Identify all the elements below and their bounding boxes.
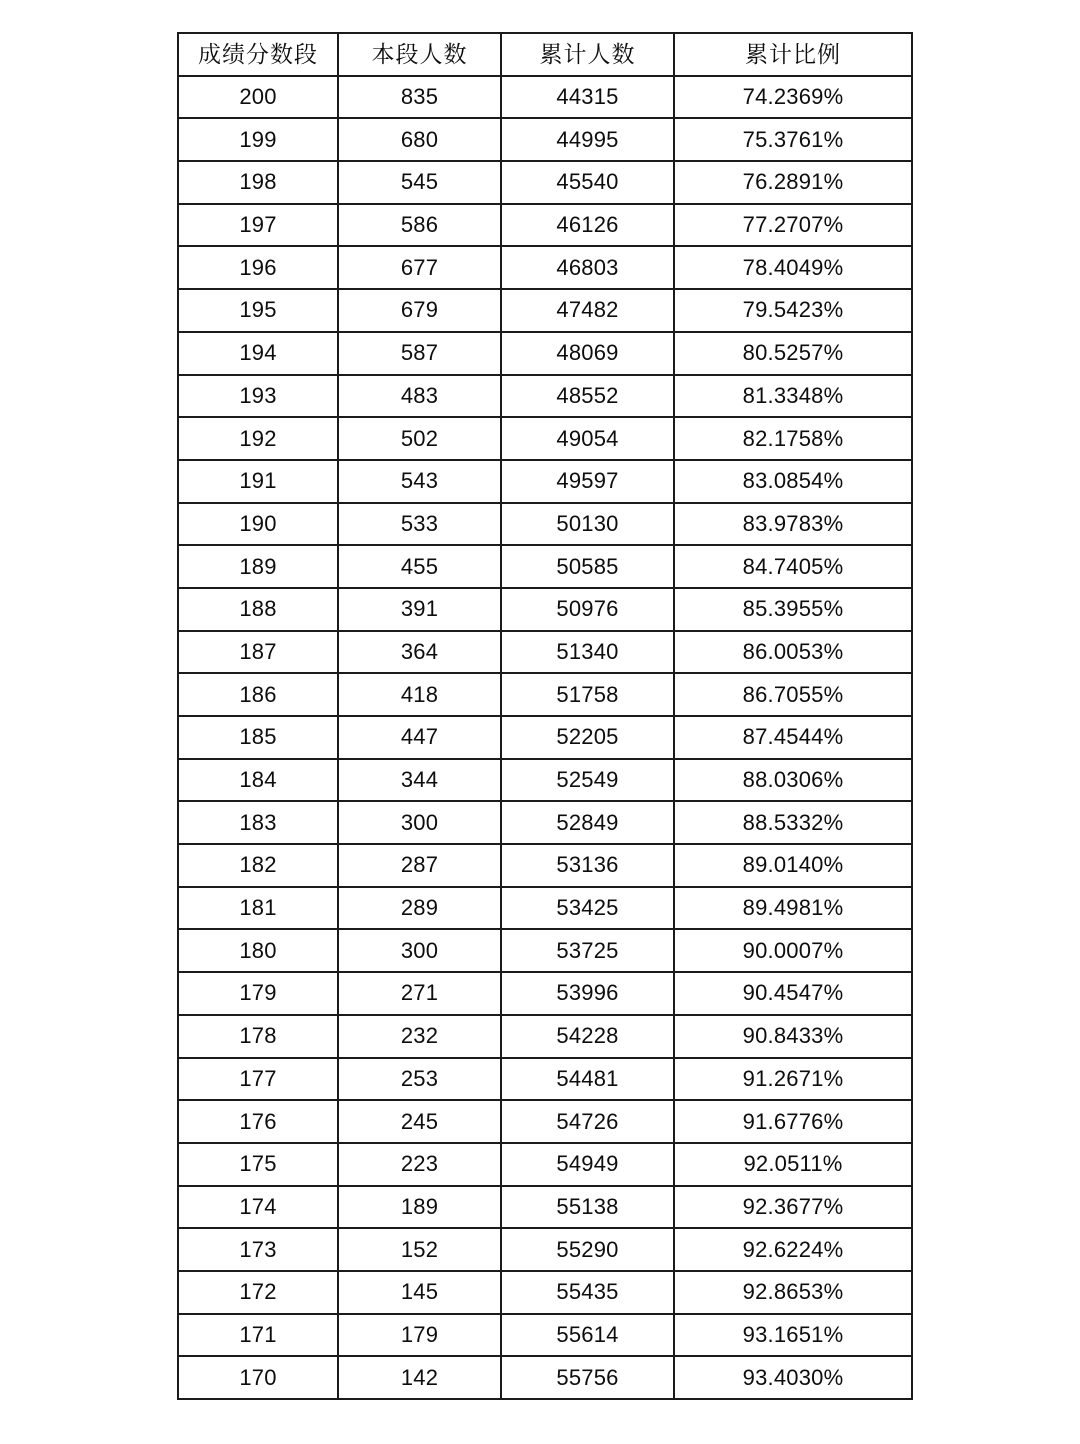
cell-cumulative: 47482 — [501, 289, 674, 332]
cell-count: 245 — [338, 1100, 501, 1143]
cell-count: 179 — [338, 1314, 501, 1357]
column-header-cumulative: 累计人数 — [501, 33, 674, 76]
cell-count: 289 — [338, 887, 501, 930]
cell-percent: 91.2671% — [674, 1058, 912, 1101]
table-row — [178, 673, 912, 716]
cell-score: 190 — [178, 503, 338, 546]
score-distribution-table — [177, 32, 913, 1400]
cell-count: 502 — [338, 417, 501, 460]
table-row — [178, 801, 912, 844]
cell-count: 835 — [338, 76, 501, 119]
cell-count: 545 — [338, 161, 501, 204]
table-row — [178, 161, 912, 204]
cell-count: 483 — [338, 375, 501, 418]
cell-percent: 79.5423% — [674, 289, 912, 332]
cell-percent: 88.0306% — [674, 759, 912, 802]
cell-cumulative: 48552 — [501, 375, 674, 418]
cell-cumulative: 53725 — [501, 929, 674, 972]
table-row — [178, 332, 912, 375]
cell-percent: 90.8433% — [674, 1015, 912, 1058]
cell-percent: 89.4981% — [674, 887, 912, 930]
cell-score: 200 — [178, 76, 338, 119]
cell-score: 192 — [178, 417, 338, 460]
cell-percent: 85.3955% — [674, 588, 912, 631]
cell-score: 189 — [178, 545, 338, 588]
cell-cumulative: 50976 — [501, 588, 674, 631]
cell-cumulative: 50585 — [501, 545, 674, 588]
cell-score: 181 — [178, 887, 338, 930]
cell-score: 188 — [178, 588, 338, 631]
cell-cumulative: 55290 — [501, 1228, 674, 1271]
cell-percent: 92.8653% — [674, 1271, 912, 1314]
cell-cumulative: 53136 — [501, 844, 674, 887]
cell-count: 189 — [338, 1186, 501, 1229]
cell-percent: 86.0053% — [674, 631, 912, 674]
cell-percent: 87.4544% — [674, 716, 912, 759]
table-row — [178, 1186, 912, 1229]
cell-percent: 89.0140% — [674, 844, 912, 887]
cell-count: 587 — [338, 332, 501, 375]
cell-score: 193 — [178, 375, 338, 418]
table-row — [178, 1356, 912, 1399]
table-row — [178, 588, 912, 631]
table-row — [178, 929, 912, 972]
cell-percent: 92.3677% — [674, 1186, 912, 1229]
cell-cumulative: 53425 — [501, 887, 674, 930]
cell-percent: 83.9783% — [674, 503, 912, 546]
cell-cumulative: 54949 — [501, 1143, 674, 1186]
cell-count: 455 — [338, 545, 501, 588]
cell-percent: 77.2707% — [674, 204, 912, 247]
cell-score: 187 — [178, 631, 338, 674]
cell-score: 176 — [178, 1100, 338, 1143]
cell-cumulative: 49597 — [501, 460, 674, 503]
cell-count: 447 — [338, 716, 501, 759]
table-row — [178, 289, 912, 332]
cell-score: 175 — [178, 1143, 338, 1186]
cell-count: 677 — [338, 246, 501, 289]
cell-percent: 80.5257% — [674, 332, 912, 375]
cell-percent: 83.0854% — [674, 460, 912, 503]
cell-count: 391 — [338, 588, 501, 631]
cell-score: 194 — [178, 332, 338, 375]
cell-cumulative: 52849 — [501, 801, 674, 844]
cell-count: 364 — [338, 631, 501, 674]
table-row — [178, 759, 912, 802]
table-header-row — [178, 33, 912, 76]
table-header — [178, 33, 912, 76]
cell-score: 185 — [178, 716, 338, 759]
cell-score: 186 — [178, 673, 338, 716]
column-header-percent: 累计比例 — [674, 33, 912, 76]
cell-count: 223 — [338, 1143, 501, 1186]
cell-cumulative: 44995 — [501, 118, 674, 161]
table-row — [178, 460, 912, 503]
table-row — [178, 1228, 912, 1271]
cell-percent: 92.6224% — [674, 1228, 912, 1271]
cell-cumulative: 51340 — [501, 631, 674, 674]
cell-cumulative: 53996 — [501, 972, 674, 1015]
cell-percent: 92.0511% — [674, 1143, 912, 1186]
cell-cumulative: 55435 — [501, 1271, 674, 1314]
cell-cumulative: 55614 — [501, 1314, 674, 1357]
table-row — [178, 1314, 912, 1357]
cell-cumulative: 52549 — [501, 759, 674, 802]
cell-score: 174 — [178, 1186, 338, 1229]
cell-percent: 82.1758% — [674, 417, 912, 460]
cell-count: 586 — [338, 204, 501, 247]
cell-percent: 86.7055% — [674, 673, 912, 716]
table-row — [178, 716, 912, 759]
cell-score: 199 — [178, 118, 338, 161]
table-row — [178, 1015, 912, 1058]
cell-percent: 76.2891% — [674, 161, 912, 204]
cell-cumulative: 46126 — [501, 204, 674, 247]
cell-cumulative: 48069 — [501, 332, 674, 375]
cell-percent: 90.0007% — [674, 929, 912, 972]
cell-percent: 78.4049% — [674, 246, 912, 289]
table-row — [178, 76, 912, 119]
cell-score: 183 — [178, 801, 338, 844]
cell-count: 418 — [338, 673, 501, 716]
cell-count: 145 — [338, 1271, 501, 1314]
table-row — [178, 375, 912, 418]
cell-score: 171 — [178, 1314, 338, 1357]
cell-cumulative: 55756 — [501, 1356, 674, 1399]
cell-score: 177 — [178, 1058, 338, 1101]
column-header-count: 本段人数 — [338, 33, 501, 76]
cell-count: 344 — [338, 759, 501, 802]
cell-score: 173 — [178, 1228, 338, 1271]
cell-count: 253 — [338, 1058, 501, 1101]
cell-count: 142 — [338, 1356, 501, 1399]
table-row — [178, 887, 912, 930]
cell-score: 196 — [178, 246, 338, 289]
cell-percent: 93.1651% — [674, 1314, 912, 1357]
table-body — [178, 76, 912, 1399]
cell-cumulative: 55138 — [501, 1186, 674, 1229]
table-row — [178, 503, 912, 546]
table-row — [178, 1058, 912, 1101]
cell-cumulative: 50130 — [501, 503, 674, 546]
cell-count: 300 — [338, 929, 501, 972]
cell-count: 300 — [338, 801, 501, 844]
cell-score: 172 — [178, 1271, 338, 1314]
cell-percent: 91.6776% — [674, 1100, 912, 1143]
cell-score: 195 — [178, 289, 338, 332]
table-row — [178, 1100, 912, 1143]
cell-cumulative: 52205 — [501, 716, 674, 759]
cell-count: 680 — [338, 118, 501, 161]
table-row — [178, 417, 912, 460]
table-row — [178, 972, 912, 1015]
cell-score: 197 — [178, 204, 338, 247]
cell-percent: 90.4547% — [674, 972, 912, 1015]
cell-count: 271 — [338, 972, 501, 1015]
cell-percent: 74.2369% — [674, 76, 912, 119]
table-row — [178, 844, 912, 887]
cell-count: 679 — [338, 289, 501, 332]
table-row — [178, 246, 912, 289]
cell-score: 178 — [178, 1015, 338, 1058]
cell-percent: 81.3348% — [674, 375, 912, 418]
table-row — [178, 118, 912, 161]
cell-score: 170 — [178, 1356, 338, 1399]
cell-score: 180 — [178, 929, 338, 972]
cell-percent: 88.5332% — [674, 801, 912, 844]
cell-percent: 93.4030% — [674, 1356, 912, 1399]
cell-count: 232 — [338, 1015, 501, 1058]
cell-count: 533 — [338, 503, 501, 546]
cell-percent: 75.3761% — [674, 118, 912, 161]
cell-score: 179 — [178, 972, 338, 1015]
cell-cumulative: 49054 — [501, 417, 674, 460]
table-row — [178, 631, 912, 674]
column-header-score: 成绩分数段 — [178, 33, 338, 76]
cell-cumulative: 46803 — [501, 246, 674, 289]
cell-score: 191 — [178, 460, 338, 503]
table-row — [178, 545, 912, 588]
cell-cumulative: 45540 — [501, 161, 674, 204]
cell-cumulative: 51758 — [501, 673, 674, 716]
table-row — [178, 1143, 912, 1186]
cell-count: 543 — [338, 460, 501, 503]
cell-cumulative: 54228 — [501, 1015, 674, 1058]
cell-cumulative: 54481 — [501, 1058, 674, 1101]
cell-count: 152 — [338, 1228, 501, 1271]
cell-cumulative: 54726 — [501, 1100, 674, 1143]
cell-score: 184 — [178, 759, 338, 802]
cell-cumulative: 44315 — [501, 76, 674, 119]
cell-score: 198 — [178, 161, 338, 204]
table-row — [178, 204, 912, 247]
cell-score: 182 — [178, 844, 338, 887]
cell-count: 287 — [338, 844, 501, 887]
table-row — [178, 1271, 912, 1314]
cell-percent: 84.7405% — [674, 545, 912, 588]
